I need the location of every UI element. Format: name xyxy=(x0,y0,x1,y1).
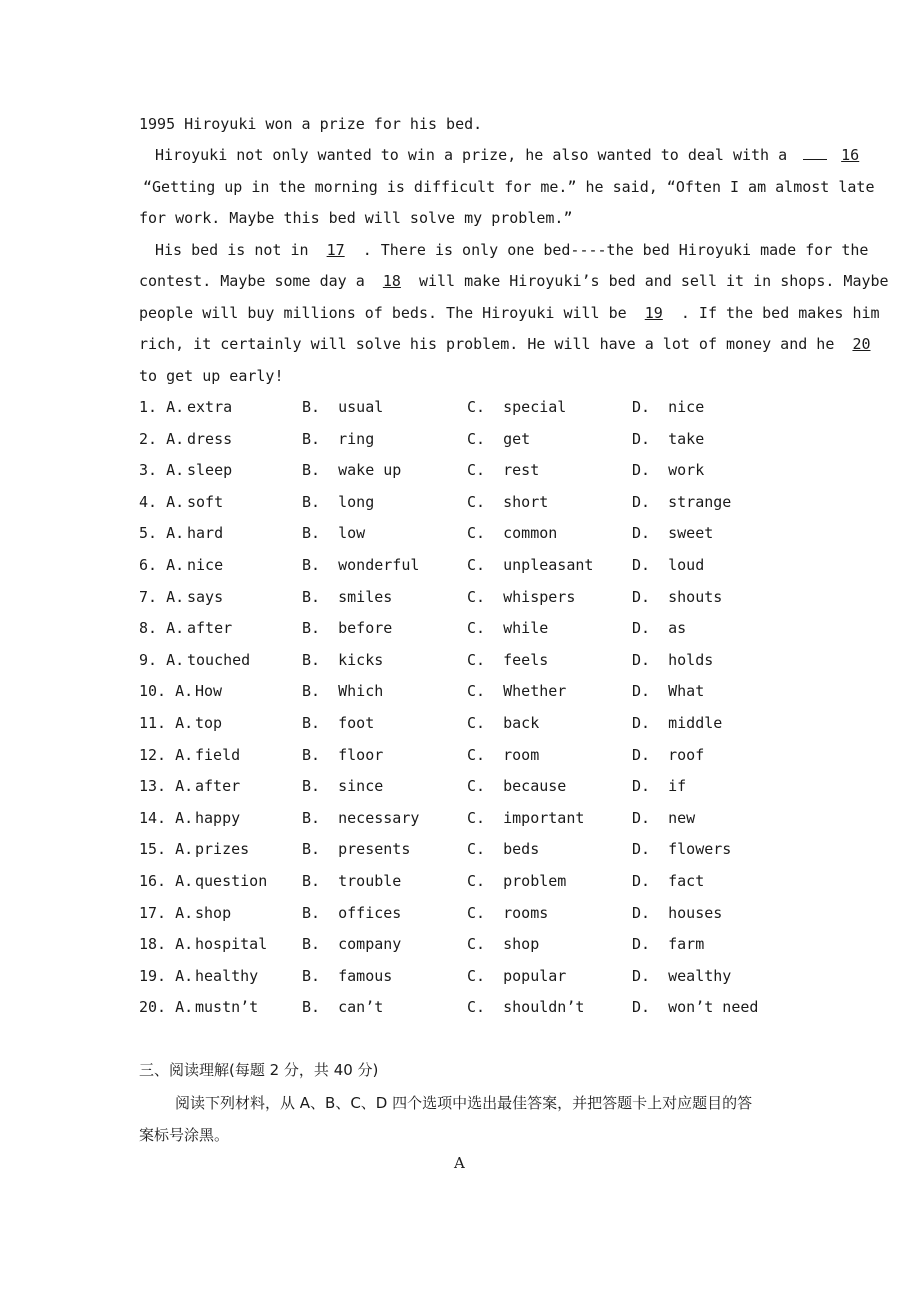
question-row xyxy=(0,871,920,891)
option-a: How xyxy=(195,682,223,700)
question-number: 8. A. xyxy=(139,619,185,637)
option-c: C. common xyxy=(467,524,558,542)
option-c: C. rooms xyxy=(467,904,549,922)
option-c: C. back xyxy=(467,714,540,732)
option-d: D. if xyxy=(632,777,687,795)
option-a: after xyxy=(195,777,241,795)
option-b: B. presents xyxy=(302,840,411,858)
passage-line-6 xyxy=(139,271,889,291)
question-row xyxy=(0,903,920,923)
passage-text: Hiroyuki not only wanted to win a prize, he also wanted to deal with a xyxy=(155,146,788,164)
option-c: C. whispers xyxy=(467,588,576,606)
blank-20: 20 xyxy=(852,335,871,353)
option-a: touched xyxy=(187,651,251,669)
passage-line-2 xyxy=(155,145,859,165)
question-number: 9. A. xyxy=(139,651,185,669)
question-number: 14. A. xyxy=(139,809,194,827)
option-d: D. holds xyxy=(632,651,714,669)
question-row xyxy=(0,776,920,796)
section-instruction-cont: 案标号涂黑。 xyxy=(139,1126,230,1144)
option-b: B. trouble xyxy=(302,872,402,890)
option-d: D. nice xyxy=(632,398,705,416)
passage-text: will make Hiroyuki’s bed and sell it in shops. Maybe xyxy=(418,272,889,290)
passage-label: A xyxy=(454,1154,465,1172)
question-row xyxy=(0,745,920,765)
passage-text: rich, it certainly will solve his problem. He will have a lot of money and he xyxy=(139,335,835,353)
question-number: 13. A. xyxy=(139,777,194,795)
option-d: D. houses xyxy=(632,904,723,922)
option-a: healthy xyxy=(195,967,259,985)
question-number: 2. A. xyxy=(139,430,185,448)
option-b: B. floor xyxy=(302,746,384,764)
question-row xyxy=(0,839,920,859)
blank-18: 18 xyxy=(382,272,401,290)
question-number: 3. A. xyxy=(139,461,185,479)
passage-line-8 xyxy=(139,334,871,354)
option-a: prizes xyxy=(195,840,250,858)
option-a: hard xyxy=(187,524,224,542)
option-d: D. shouts xyxy=(632,588,723,606)
question-number: 12. A. xyxy=(139,746,194,764)
option-c: C. because xyxy=(467,777,567,795)
question-row xyxy=(0,429,920,449)
question-row xyxy=(0,555,920,575)
question-number: 19. A. xyxy=(139,967,194,985)
option-c: C. problem xyxy=(467,872,567,890)
question-number: 16. A. xyxy=(139,872,194,890)
question-row xyxy=(0,934,920,954)
question-row xyxy=(0,681,920,701)
passage-line-9: to get up early! xyxy=(139,367,284,385)
question-number: 7. A. xyxy=(139,588,185,606)
option-a: happy xyxy=(195,809,241,827)
option-c: C. while xyxy=(467,619,549,637)
passage-line-1: 1995 Hiroyuki won a prize for his bed. xyxy=(139,115,483,133)
option-c: C. short xyxy=(467,493,549,511)
option-d: D. won’t need xyxy=(632,998,759,1016)
answer-gap xyxy=(803,146,827,160)
passage-text: people will buy millions of beds. The Hiroyuki will be xyxy=(139,304,627,322)
question-row xyxy=(0,523,920,543)
question-row xyxy=(0,997,920,1017)
option-b: B. foot xyxy=(302,714,375,732)
option-b: B. kicks xyxy=(302,651,384,669)
passage-line-7 xyxy=(139,303,880,323)
question-row xyxy=(0,618,920,638)
question-row xyxy=(0,492,920,512)
option-d: D. flowers xyxy=(632,840,732,858)
question-row xyxy=(0,587,920,607)
question-row xyxy=(0,713,920,733)
option-b: B. before xyxy=(302,619,393,637)
section-heading: 三、阅读理解(每题 2 分，共 40 分) xyxy=(139,1061,379,1079)
option-d: D. take xyxy=(632,430,705,448)
question-row xyxy=(0,966,920,986)
option-b: B. low xyxy=(302,524,366,542)
question-number: 1. A. xyxy=(139,398,185,416)
option-b: B. since xyxy=(302,777,384,795)
option-b: B. Which xyxy=(302,682,384,700)
option-d: D. wealthy xyxy=(632,967,732,985)
option-c: C. room xyxy=(467,746,540,764)
option-d: D. middle xyxy=(632,714,723,732)
option-b: B. wonderful xyxy=(302,556,420,574)
option-b: B. can’t xyxy=(302,998,384,1016)
question-number: 18. A. xyxy=(139,935,194,953)
question-number: 15. A. xyxy=(139,840,194,858)
option-b: B. usual xyxy=(302,398,384,416)
option-c: C. shop xyxy=(467,935,540,953)
question-row xyxy=(0,650,920,670)
question-number: 17. A. xyxy=(139,904,194,922)
option-d: D. fact xyxy=(632,872,705,890)
option-c: C. rest xyxy=(467,461,540,479)
question-number: 10. A. xyxy=(139,682,194,700)
question-row xyxy=(0,460,920,480)
passage-line-5 xyxy=(155,240,868,260)
option-d: D. loud xyxy=(632,556,705,574)
option-a: mustn’t xyxy=(195,998,259,1016)
option-a: top xyxy=(195,714,223,732)
option-c: C. important xyxy=(467,809,585,827)
option-c: C. shouldn’t xyxy=(467,998,585,1016)
passage-text: contest. Maybe some day a xyxy=(139,272,365,290)
option-b: B. ring xyxy=(302,430,375,448)
option-b: B. offices xyxy=(302,904,402,922)
passage-text: . If the bed makes him xyxy=(680,304,880,322)
section-instruction: 阅读下列材料，从 A、B、C、D 四个选项中选出最佳答案，并把答题卡上对应题目的答 xyxy=(175,1094,753,1112)
question-number: 11. A. xyxy=(139,714,194,732)
option-c: C. unpleasant xyxy=(467,556,594,574)
option-a: says xyxy=(187,588,224,606)
question-row xyxy=(0,808,920,828)
option-a: nice xyxy=(187,556,224,574)
blank-16: 16 xyxy=(841,146,860,164)
option-d: D. work xyxy=(632,461,705,479)
option-a: hospital xyxy=(195,935,268,953)
blank-19: 19 xyxy=(644,304,663,322)
option-a: soft xyxy=(187,493,224,511)
passage-text: His bed is not in xyxy=(155,241,309,259)
question-row xyxy=(0,397,920,417)
option-a: dress xyxy=(187,430,233,448)
option-c: C. Whether xyxy=(467,682,567,700)
option-a: sleep xyxy=(187,461,233,479)
option-d: D. roof xyxy=(632,746,705,764)
option-a: shop xyxy=(195,904,232,922)
question-number: 6. A. xyxy=(139,556,185,574)
option-b: B. wake up xyxy=(302,461,402,479)
passage-line-3: “Getting up in the morning is difficult for me.” he said, “Often I am almost late xyxy=(143,178,875,196)
passage-line-4: for work. Maybe this bed will solve my problem.” xyxy=(139,209,573,227)
question-number: 20. A. xyxy=(139,998,194,1016)
option-b: B. smiles xyxy=(302,588,393,606)
passage-text: . There is only one bed----the bed Hiroyuki made for the xyxy=(362,241,869,259)
option-c: C. special xyxy=(467,398,567,416)
option-d: D. new xyxy=(632,809,696,827)
option-d: D. What xyxy=(632,682,705,700)
option-d: D. farm xyxy=(632,935,705,953)
option-b: B. company xyxy=(302,935,402,953)
option-b: B. long xyxy=(302,493,375,511)
option-c: C. feels xyxy=(467,651,549,669)
option-a: field xyxy=(195,746,241,764)
option-a: after xyxy=(187,619,233,637)
option-b: B. necessary xyxy=(302,809,420,827)
option-c: C. get xyxy=(467,430,531,448)
option-a: extra xyxy=(187,398,233,416)
option-c: C. popular xyxy=(467,967,567,985)
option-c: C. beds xyxy=(467,840,540,858)
blank-17: 17 xyxy=(326,241,345,259)
option-b: B. famous xyxy=(302,967,393,985)
option-d: D. as xyxy=(632,619,687,637)
option-d: D. strange xyxy=(632,493,732,511)
question-number: 5. A. xyxy=(139,524,185,542)
option-a: question xyxy=(195,872,268,890)
option-d: D. sweet xyxy=(632,524,714,542)
question-number: 4. A. xyxy=(139,493,185,511)
